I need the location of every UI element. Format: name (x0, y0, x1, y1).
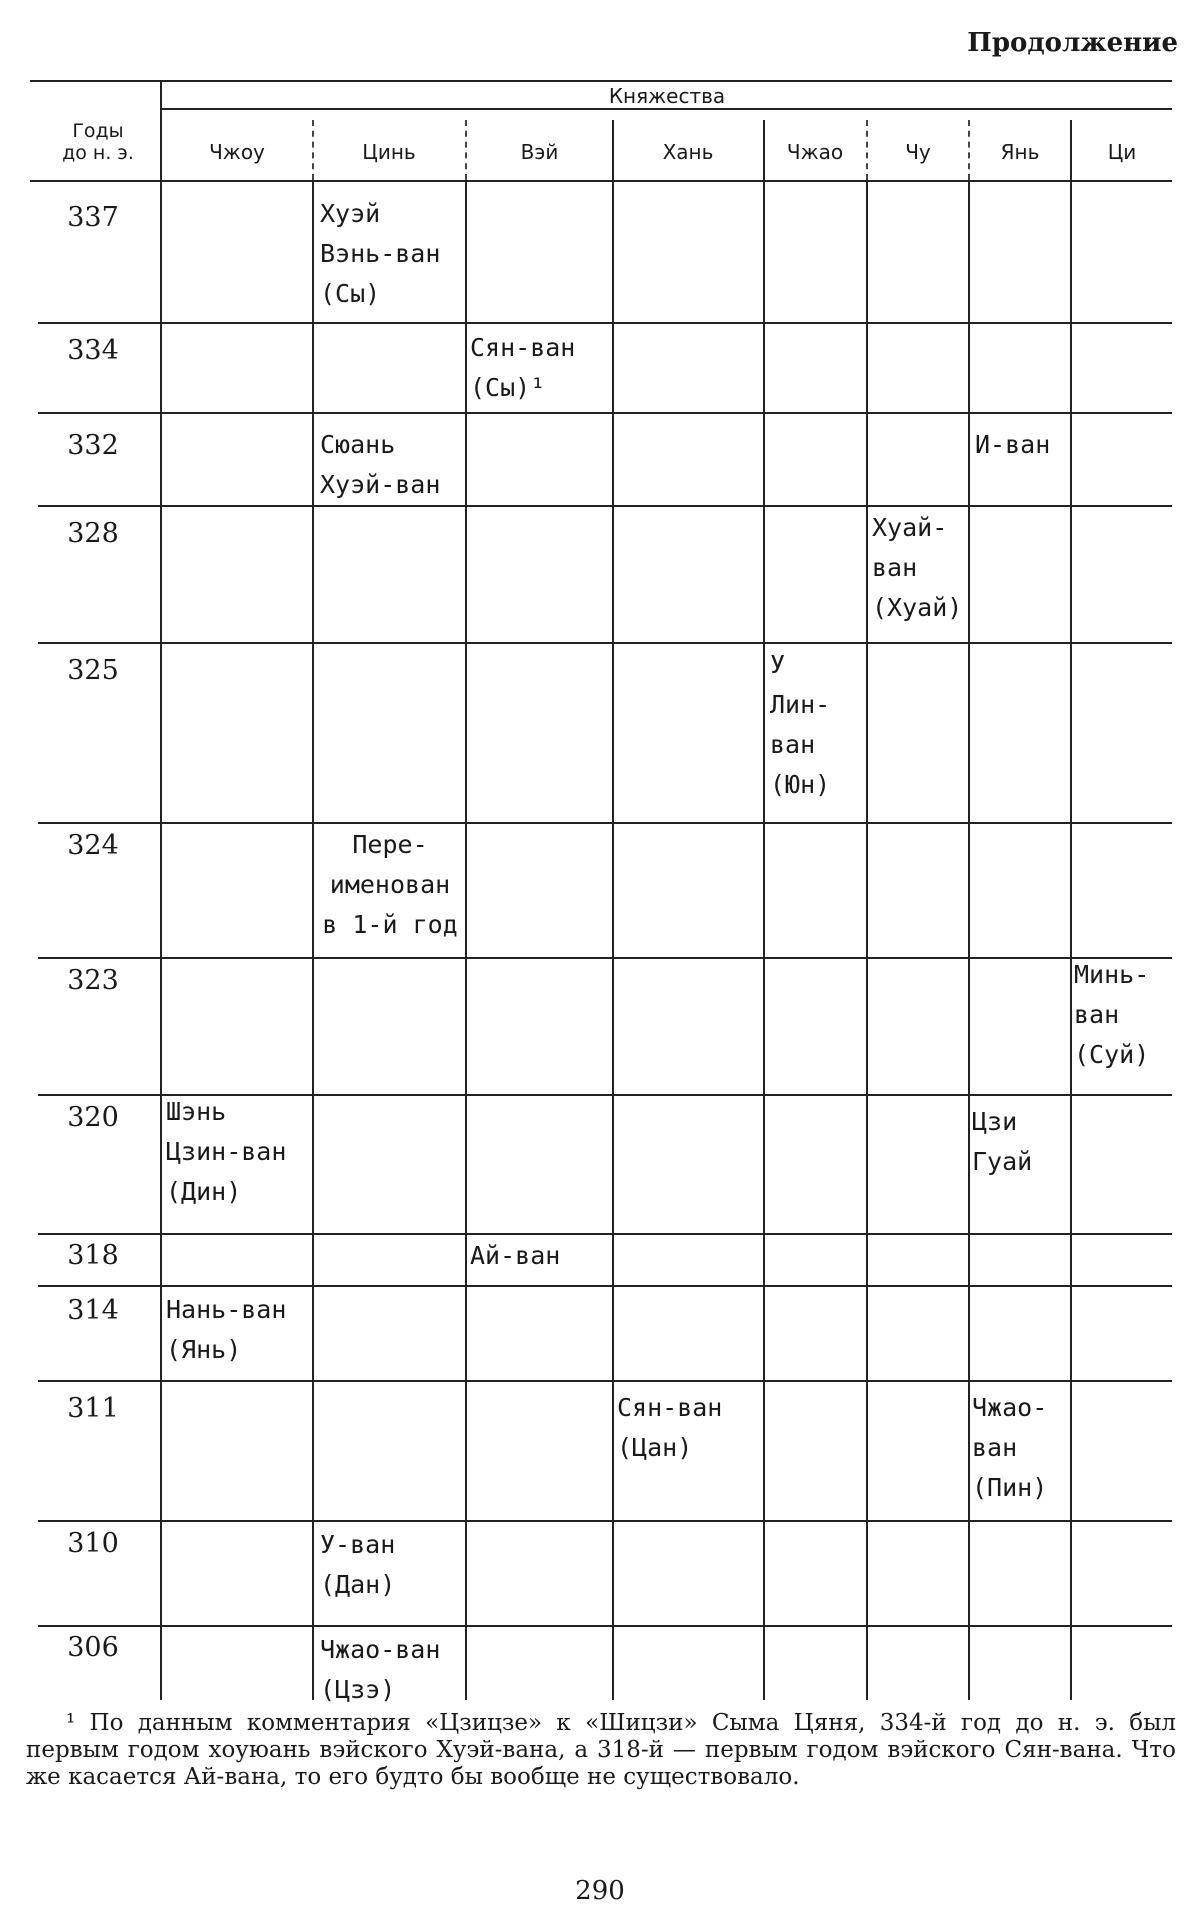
cell-yan-332: И-ван (975, 430, 1051, 459)
col-header-qi: Ци (1107, 140, 1137, 164)
year-311: 311 (67, 1393, 119, 1424)
col-header-qin: Цинь (362, 140, 416, 164)
header-bottom-rule (30, 180, 1172, 182)
row-rule (38, 642, 1172, 644)
col-divider-1-body (312, 182, 314, 1700)
row-rule (38, 957, 1172, 959)
cell-qin-306: Чжао-ван (Цзэ) (320, 1635, 441, 1704)
cell-qin-332: Сюань Хуэй-ван (320, 430, 441, 499)
row-rule (38, 1380, 1172, 1382)
year-324: 324 (67, 830, 119, 861)
row-rule (38, 822, 1172, 824)
cell-zhou-314: Нань-ван (Янь) (166, 1295, 287, 1364)
col-header-zhou: Чжоу (209, 140, 265, 164)
col-header-yan: Янь (1000, 140, 1040, 164)
col-divider-5-body (866, 182, 868, 1700)
row-rule (38, 1285, 1172, 1287)
table-top-rule (30, 80, 1172, 82)
year-337: 337 (67, 202, 119, 233)
year-320: 320 (67, 1102, 119, 1133)
col-divider-2-body (465, 182, 467, 1700)
col-divider-6-body (968, 182, 970, 1700)
year-314: 314 (67, 1295, 119, 1326)
cell-zhou-320: Шэнь Цзин-ван (Дин) (166, 1097, 287, 1206)
continuation-label: Продолжение (967, 28, 1178, 58)
principalities-header: Княжества (608, 84, 726, 108)
col-header-chu: Чу (905, 140, 931, 164)
year-323: 323 (67, 965, 119, 996)
row-rule (38, 1625, 1172, 1627)
cell-zhao-325: У Лин- ван (Юн) (770, 650, 831, 799)
col-header-wei: Вэй (520, 140, 559, 164)
group-header-rule (162, 108, 1172, 110)
cell-yan-320: Цзи Гуай (972, 1107, 1033, 1176)
cell-qin-310: У-ван (Дан) (320, 1530, 396, 1599)
col-divider-4 (763, 120, 765, 1700)
col-divider-7 (1070, 120, 1072, 1700)
col-header-zhao: Чжао (786, 140, 844, 164)
year-332: 332 (67, 430, 119, 461)
row-rule (38, 412, 1172, 414)
year-328: 328 (67, 518, 119, 549)
year-318: 318 (67, 1240, 119, 1271)
cell-chu-328: Хуай- ван (Хуай) (872, 513, 963, 622)
row-rule (38, 1233, 1172, 1235)
row-rule (38, 1520, 1172, 1522)
col-header-han: Хань (662, 140, 714, 164)
cell-qin-337: Хуэй Вэнь-ван (Сы) (320, 199, 441, 308)
footnote: ¹ По данным комментария «Цзицзе» к «Шицзи» Сыма Цяня, 334-й год до н. э. был первым годом хоуюань вэйского Хуэй-вана, а 318-й — первым годом вэйского Сян-вана. Что же касается Ай-вана, то его будто бы вообще не существовало. (26, 1710, 1176, 1790)
cell-yan-311: Чжао- ван (Пин) (972, 1393, 1048, 1502)
row-rule (38, 505, 1172, 507)
year-334: 334 (67, 335, 119, 366)
year-325: 325 (67, 655, 119, 686)
page-number: 290 (575, 1876, 625, 1906)
year-310: 310 (67, 1528, 119, 1559)
col-divider-3 (612, 120, 614, 1700)
cell-wei-334: Сян-ван (Сы)¹ (470, 333, 576, 402)
cell-wei-318: Ай-ван (470, 1241, 561, 1270)
years-header: Годы до н. э. (62, 120, 134, 164)
cell-han-311: Сян-ван (Цан) (617, 1393, 723, 1462)
year-306: 306 (67, 1632, 119, 1663)
cell-qi-323: Минь- ван (Суй) (1074, 960, 1150, 1069)
row-rule (38, 322, 1172, 324)
cell-qin-324: Пере- именован в 1-й год (322, 830, 458, 939)
